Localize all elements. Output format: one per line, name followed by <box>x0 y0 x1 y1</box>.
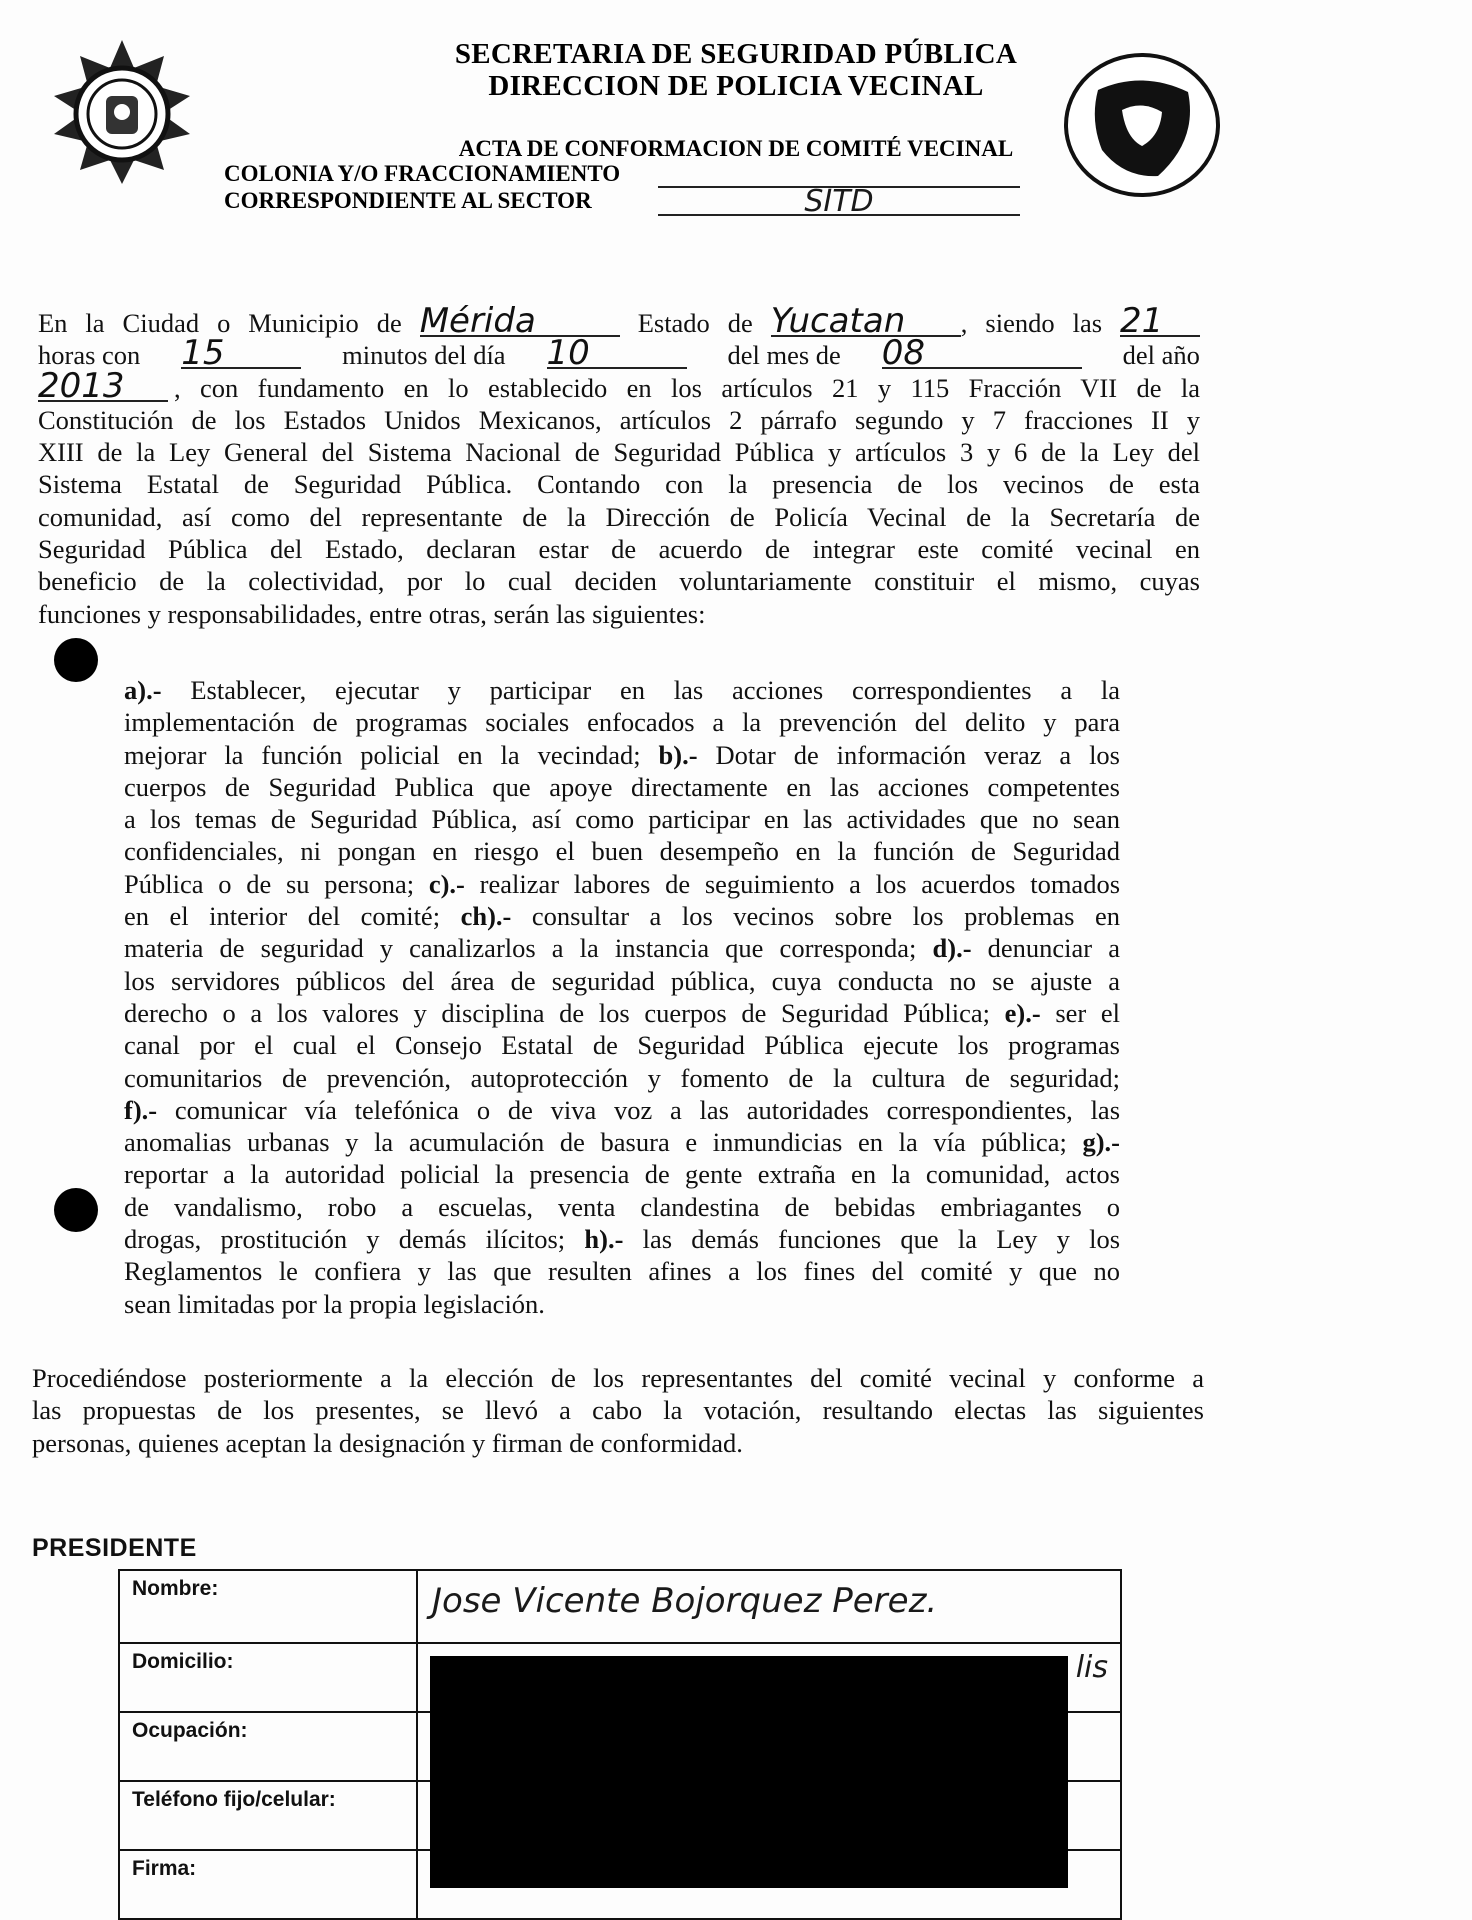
mes-field: 08 <box>882 339 1082 369</box>
firma-label: Firma: <box>119 1850 417 1919</box>
functions-paragraph: a).- Establecer, ejecutar y participar en las acciones correspondientes a la implementación de programas sociales enfocados a la prevención del delito y para mejorar la función policial en la vecindad; b).- Dotar de información veraz a los cuerpos de Seguridad Publica que apoye directamente en las acciones competentes a los temas de Seguridad Pública, así como participar en las actividades que no sean confidenciales, ni pongan en riesgo el buen desempeño en la función de Seguridad Pública o de su persona; c).- realizar labores de seguimiento a los acuerdos tomados en el interior del comité; ch).- consultar a los vecinos sobre los problemas en materia de seguridad y canalizarlos a la instancia que corresponda; d).- denunciar a los servidores públicos del área de seguridad pública, cuya conducta no se ajuste a derecho o a los valores y disciplina de los cuerpos de Seguridad Pública; e).- ser el canal por el cual el Consejo Estatal de Seguridad Pública ejecute los programas comunitarios de prevención, autoprotección y fomento de la cultura de seguridad; f).- comunicar vía telefónica o de viva voz a las autoridades correspondientes, las anomalias urbanas y la acumulación de basura e inmundicias en la vía pública; g).- reportar a la autoridad policial la presencia de gente extraña en la comunidad, actos de vandalismo, robo a escuelas, venta clandestina de bebidas embriagantes o drogas, prostitución y demás ilícitos; h).- las demás funciones que la Ley y los Reglamentos le confiera y las que resulten afines a los fines del comité y que no sean limitadas por la propia legislación. <box>124 675 1121 1319</box>
sector-field: SITD <box>658 186 1020 216</box>
ciudad-field: Mérida <box>420 307 620 337</box>
colonia-label: COLONIA Y/O FRACCIONAMIENTO <box>224 161 621 186</box>
header-acta-title: ACTA DE CONFORMACION DE COMITÉ VECINAL <box>458 136 1014 161</box>
nombre-value: Jose Vicente Bojorquez Perez. <box>417 1570 1121 1643</box>
anio-field: 2013 <box>38 372 168 402</box>
horas-field: 21 <box>1120 307 1200 337</box>
dia-field: 10 <box>547 339 687 369</box>
estado-field: Yucatan <box>771 307 961 337</box>
punch-hole-mark <box>54 1188 98 1232</box>
header-direccion: DIRECCION DE POLICIA VECINAL <box>488 70 984 102</box>
minutos-field: 15 <box>181 339 301 369</box>
domicilio-label: Domicilio: <box>119 1643 417 1712</box>
domicilio-value: lis <box>417 1643 1121 1712</box>
intro-paragraph: En la Ciudad o Municipio de Mérida Estado de Yucatan , siendo las 21 horas con 15 minutos del día 10 del mes de 08 del año 2013 , con fundamento en lo establecido en los artículos 21 y 115 Fracción VII de la Constitución de los Estados Unidos Mexicanos, artículos 2 párrafo segundo y 7 fracciones II y XIII de la Ley General del Sistema Nacional de Seguridad Pública y artículos 3 y 6 de la Ley del Sistema Estatal de Seguridad Pública. Contando con la presencia de los vecinos de esta comunidad, así como del representante de la Dirección de Policía Vecinal de la Secretaría de Seguridad Pública del Estado, declaran estar de acuerdo de integrar este comité vecinal en beneficio de la colectividad, por lo cual deciden voluntariamente constituir el mismo, cuyas funciones y responsabilidades, entre otras, serán las siguientes: <box>38 301 1200 629</box>
punch-hole-mark <box>54 638 98 682</box>
telefono-label: Teléfono fijo/celular: <box>119 1781 417 1850</box>
header-secretaria: SECRETARIA DE SEGURIDAD PÚBLICA <box>454 38 1018 70</box>
nombre-label: Nombre: <box>119 1570 417 1643</box>
table-row <box>119 1570 1121 1643</box>
president-heading: PRESIDENTE <box>32 1534 197 1562</box>
closing-paragraph: Procediéndose posteriormente a la elección de los representantes del comité vecinal y conforme a las propuestas de los presentes, se llevó a cabo la votación, resultando electas las siguientes personas, quienes aceptan la designación y firman de conformidad. <box>32 1363 1204 1458</box>
redaction-block <box>430 1656 1068 1888</box>
sector-label: CORRESPONDIENTE AL SECTOR <box>224 188 592 213</box>
ocupacion-label: Ocupación: <box>119 1712 417 1781</box>
